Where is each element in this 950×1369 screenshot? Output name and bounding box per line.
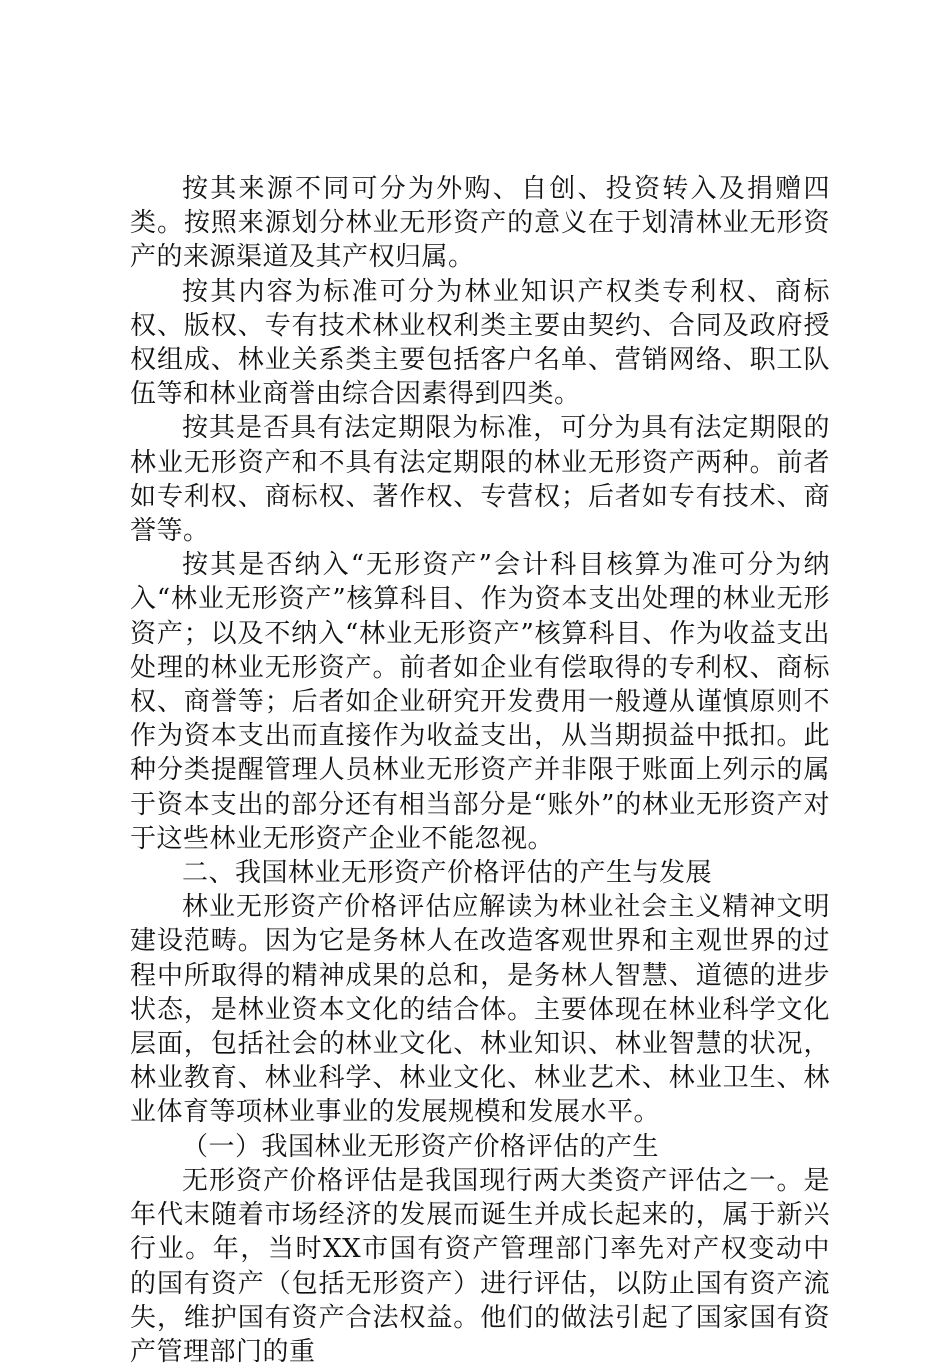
section-heading-origin-development: 二、我国林业无形资产价格评估的产生与发展: [182, 858, 713, 889]
paragraph-accounting-classification: 按其是否纳入“无形资产”会计科目核算为准可分为纳入“林业无形资产”核算科目、作为资本支出处理的林业无形资产；以及不纳入“林业无形资产”核算科目、作为收益支出处理的林业无形资产。前者如企业有偿取得的专利权、商标权、商誉等；后者如企业研究开发费用一般遵从谨慎原则不作为资本支出而直接作为收益支出，从当期损益中抵扣。此种分类提醒管理人员林业无形资产并非限于账面上列示的属于资本支出的部分还有相当部分是“账外”的林业无形资产对于这些林业无形资产企业不能忽视。: [130, 550, 830, 854]
paragraph-legal-term-classification: 按其是否具有法定期限为标准，可分为具有法定期限的林业无形资产和不具有法定期限的林业无形资产两种。前者如专利权、商标权、著作权、专营权；后者如专有技术、商誉等。: [130, 413, 830, 547]
paragraph-source-classification: 按其来源不同可分为外购、自创、投资转入及捐赠四类。按照来源划分林业无形资产的意义在于划清林业无形资产的来源渠道及其产权归属。: [130, 174, 830, 273]
paragraph-valuation-history: 无形资产价格评估是我国现行两大类资产评估之一。是年代末随着市场经济的发展而诞生并成长起来的，属于新兴行业。年，当时XX市国有资产管理部门率先对产权变动中的国有资产（包括无形资产）进行评估，以防止国有资产流失，维护国有资产合法权益。他们的做法引起了国家国有资产管理部门的重: [130, 1165, 830, 1367]
subsection-heading-origin: （一）我国林业无形资产价格评估的产生: [182, 1131, 660, 1162]
paragraph-spiritual-civilization: 林业无形资产价格评估应解读为林业社会主义精神文明建设范畴。因为它是务林人在改造客观世界和主观世界的过程中所取得的精神成果的总和，是务林人智慧、道德的进步状态，是林业资本文化的结合体。主要体现在林业科学文化层面，包括社会的林业文化、林业知识、林业智慧的状况，林业教育、林业科学、林业文化、林业艺术、林业卫生、林业体育等项林业事业的发展规模和发展水平。: [130, 892, 830, 1128]
paragraph-content-classification: 按其内容为标准可分为林业知识产权类专利权、商标权、版权、专有技术林业权利类主要由契约、合同及政府授权组成、林业关系类主要包括客户名单、营销网络、职工队伍等和林业商誉由综合因素得到四类。: [130, 276, 830, 410]
document-body: [130, 172, 830, 1369]
